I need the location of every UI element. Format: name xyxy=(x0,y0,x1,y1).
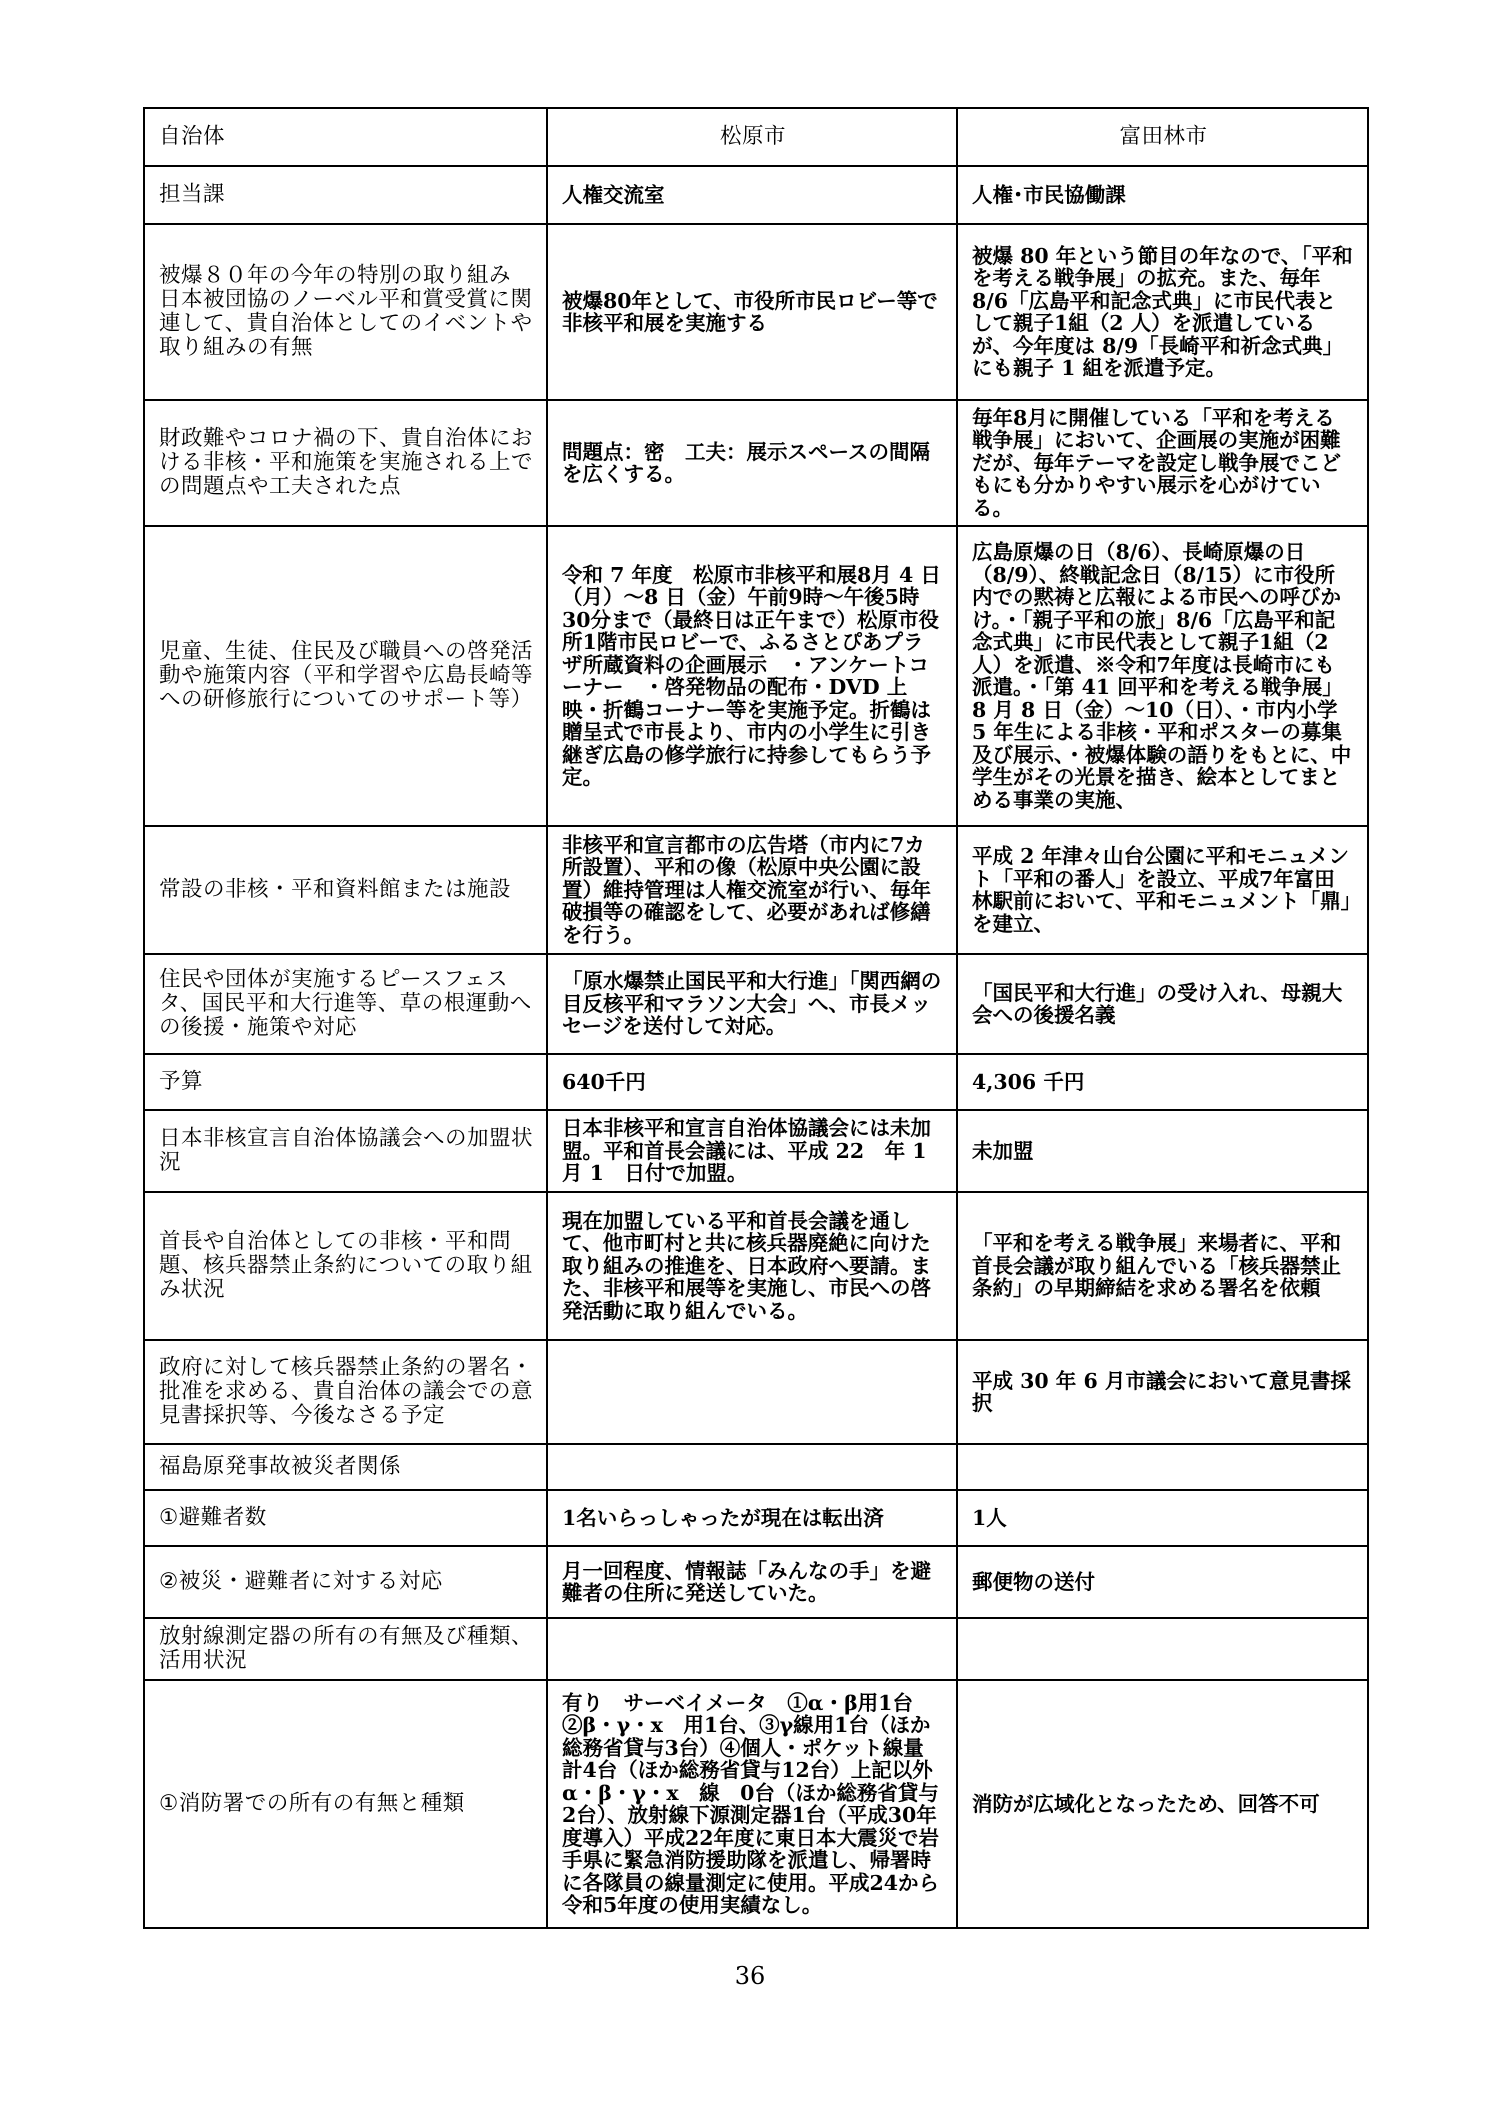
question-cell: ①消防署での所有の有無と種類 xyxy=(144,1680,547,1928)
question-cell: 児童、生徒、住民及び職員への啓発活動や施策内容（平和学習や広島長崎等への研修旅行についてのサポート等） xyxy=(144,526,547,826)
table-row xyxy=(144,954,1368,1054)
question-cell: 予算 xyxy=(144,1054,547,1110)
answer-city-a-cell: 月一回程度、情報誌「みんなの手」を避難者の住所に発送していた。 xyxy=(547,1546,957,1618)
question-cell: 放射線測定器の所有の有無及び種類、活用状況 xyxy=(144,1618,547,1680)
answer-city-a-cell xyxy=(547,1340,957,1444)
table-row xyxy=(144,1546,1368,1618)
answer-city-b-cell: 未加盟 xyxy=(957,1110,1368,1192)
answer-city-b-cell: 4,306 千円 xyxy=(957,1054,1368,1110)
table-row xyxy=(144,1444,1368,1490)
question-cell: ②被災・避難者に対する対応 xyxy=(144,1546,547,1618)
answer-city-a-cell: 被爆80年として、市役所市民ロビー等で非核平和展を実施する xyxy=(547,224,957,400)
answer-city-a-cell: 「原水爆禁止国民平和大行進」「関西網の目反核平和マラソン大会」へ、市長メッセージを送付して対応。 xyxy=(547,954,957,1054)
answer-city-b-cell xyxy=(957,1444,1368,1490)
question-cell: 住民や団体が実施するピースフェスタ、国民平和大行進等、草の根運動への後援・施策や対応 xyxy=(144,954,547,1054)
question-cell: 担当課 xyxy=(144,166,547,224)
survey-table xyxy=(143,107,1369,1929)
answer-city-a-cell: 1名いらっしゃったが現在は転出済 xyxy=(547,1490,957,1546)
answer-city-b-cell: 平成 2 年津々山台公園に平和モニュメント「平和の番人」を設立、平成7年富田林駅前において、平和モニュメント「鼎」を建立、 xyxy=(957,826,1368,954)
question-cell: 常設の非核・平和資料館または施設 xyxy=(144,826,547,954)
answer-city-a-cell: 有り サーベイメータ ①α・β用1台②β・γ・x 用1台、③γ線用1台（ほか総務省貸与3台）④個人・ポケット線量計4台（ほか総務省貸与12台）上記以外 α・β・γ・x 線 0台（ほか総務省貸与2台）、放射線下源測定器1台（平成30年度導入）平成22年度に東日本大震災で岩手県に緊急消防援助隊を派遣し、帰署時に各隊員の線量測定に使用。平成24から令和5年度の使用実績なし。 xyxy=(547,1680,957,1928)
answer-city-a-cell xyxy=(547,1618,957,1680)
header-city-a-cell: 松原市 xyxy=(547,108,957,166)
answer-city-b-cell: 広島原爆の日（8/6）、長崎原爆の日（8/9）、終戦記念日（8/15）に市役所内での黙祷と広報による市民への呼びかけ。・「親子平和の旅」8/6「広島平和記念式典」に市民代表として親子1組（2 人）を派遣、※令和7年度は長崎市にも派遣。・「第 41 回平和を考える戦争展」8 月 8 日（金）～10（日）、・市内小学 5 年生による非核・平和ポスターの募集及び展示、・被爆体験の語りをもとに、中学生がその光景を描き、絵本としてまとめる事業の実施、 xyxy=(957,526,1368,826)
header-label-cell: 自治体 xyxy=(144,108,547,166)
answer-city-a-cell: 非核平和宣言都市の広告塔（市内に7カ所設置）、平和の像（松原中央公園に設置）維持管理は人権交流室が行い、毎年破損等の確認をして、必要があれば修繕を行う。 xyxy=(547,826,957,954)
question-cell: 日本非核宣言自治体協議会への加盟状況 xyxy=(144,1110,547,1192)
answer-city-a-cell: 人権交流室 xyxy=(547,166,957,224)
table-header-row xyxy=(144,108,1368,166)
question-cell: 財政難やコロナ禍の下、貴自治体における非核・平和施策を実施される上での問題点や工夫された点 xyxy=(144,400,547,526)
answer-city-a-cell xyxy=(547,1444,957,1490)
question-cell: 被爆８０年の今年の特別の取り組み 日本被団協のノーベル平和賞受賞に関連して、貴自治体としてのイベントや取り組みの有無 xyxy=(144,224,547,400)
answer-city-b-cell: 平成 30 年 6 月市議会において意見書採択 xyxy=(957,1340,1368,1444)
page-number: 36 xyxy=(734,1962,766,1990)
table-row xyxy=(144,1340,1368,1444)
question-cell: 首長や自治体としての非核・平和問題、核兵器禁止条約についての取り組み状況 xyxy=(144,1192,547,1340)
table-row xyxy=(144,526,1368,826)
table-row xyxy=(144,1490,1368,1546)
table-row xyxy=(144,1618,1368,1680)
answer-city-a-cell: 問題点：密 工夫：展示スペースの間隔を広くする。 xyxy=(547,400,957,526)
table-row xyxy=(144,400,1368,526)
answer-city-b-cell xyxy=(957,1618,1368,1680)
answer-city-a-cell: 令和 7 年度 松原市非核平和展8月 4 日（月）～8 日（金）午前9時～午後5時30分まで（最終日は正午まで）松原市役所1階市民ロビーで、ふるさとぴあプラザ所蔵資料の企画展示 ・アンケートコーナー ・啓発物品の配布・DVD 上映・折鶴コーナー等を実施予定。折鶴は贈呈式で市長より、市内の小学生に引き継ぎ広島の修学旅行に持参してもらう予定。 xyxy=(547,526,957,826)
answer-city-a-cell: 640千円 xyxy=(547,1054,957,1110)
table-row xyxy=(144,166,1368,224)
answer-city-a-cell: 日本非核平和宣言自治体協議会には未加盟。平和首長会議には、平成 22 年 1 月 1 日付で加盟。 xyxy=(547,1110,957,1192)
table-row xyxy=(144,826,1368,954)
answer-city-b-cell: 消防が広域化となったため、回答不可 xyxy=(957,1680,1368,1928)
answer-city-b-cell: 「平和を考える戦争展」来場者に、平和首長会議が取り組んでいる「核兵器禁止条約」の早期締結を求める署名を依頼 xyxy=(957,1192,1368,1340)
answer-city-b-cell: 被爆 80 年という節目の年なので、「平和を考える戦争展」の拡充。また、毎年 8/6「広島平和記念式典」に市民代表として親子1組（2 人）を派遣しているが、今年度は 8/9「長崎平和祈念式典」にも親子 1 組を派遣予定。 xyxy=(957,224,1368,400)
answer-city-b-cell: 人権･市民協働課 xyxy=(957,166,1368,224)
answer-city-b-cell: 1人 xyxy=(957,1490,1368,1546)
answer-city-b-cell: 「国民平和大行進」の受け入れ、母親大会への後援名義 xyxy=(957,954,1368,1054)
answer-city-b-cell: 毎年8月に開催している「平和を考える戦争展」において、企画展の実施が困難だが、毎年テーマを設定し戦争展でこどもにも分かりやすい展示を心がけている。 xyxy=(957,400,1368,526)
answer-city-a-cell: 現在加盟している平和首長会議を通して、他市町村と共に核兵器廃絶に向けた取り組みの推進を、日本政府へ要請。また、非核平和展等を実施し、市民への啓発活動に取り組んでいる。 xyxy=(547,1192,957,1340)
table-row xyxy=(144,1054,1368,1110)
table-row xyxy=(144,1192,1368,1340)
question-cell: ①避難者数 xyxy=(144,1490,547,1546)
answer-city-b-cell: 郵便物の送付 xyxy=(957,1546,1368,1618)
header-city-b-cell: 富田林市 xyxy=(957,108,1368,166)
table-row xyxy=(144,1110,1368,1192)
table-row xyxy=(144,224,1368,400)
question-cell: 福島原発事故被災者関係 xyxy=(144,1444,547,1490)
table-row xyxy=(144,1680,1368,1928)
question-cell: 政府に対して核兵器禁止条約の署名・批准を求める、貴自治体の議会での意見書採択等、今後なさる予定 xyxy=(144,1340,547,1444)
